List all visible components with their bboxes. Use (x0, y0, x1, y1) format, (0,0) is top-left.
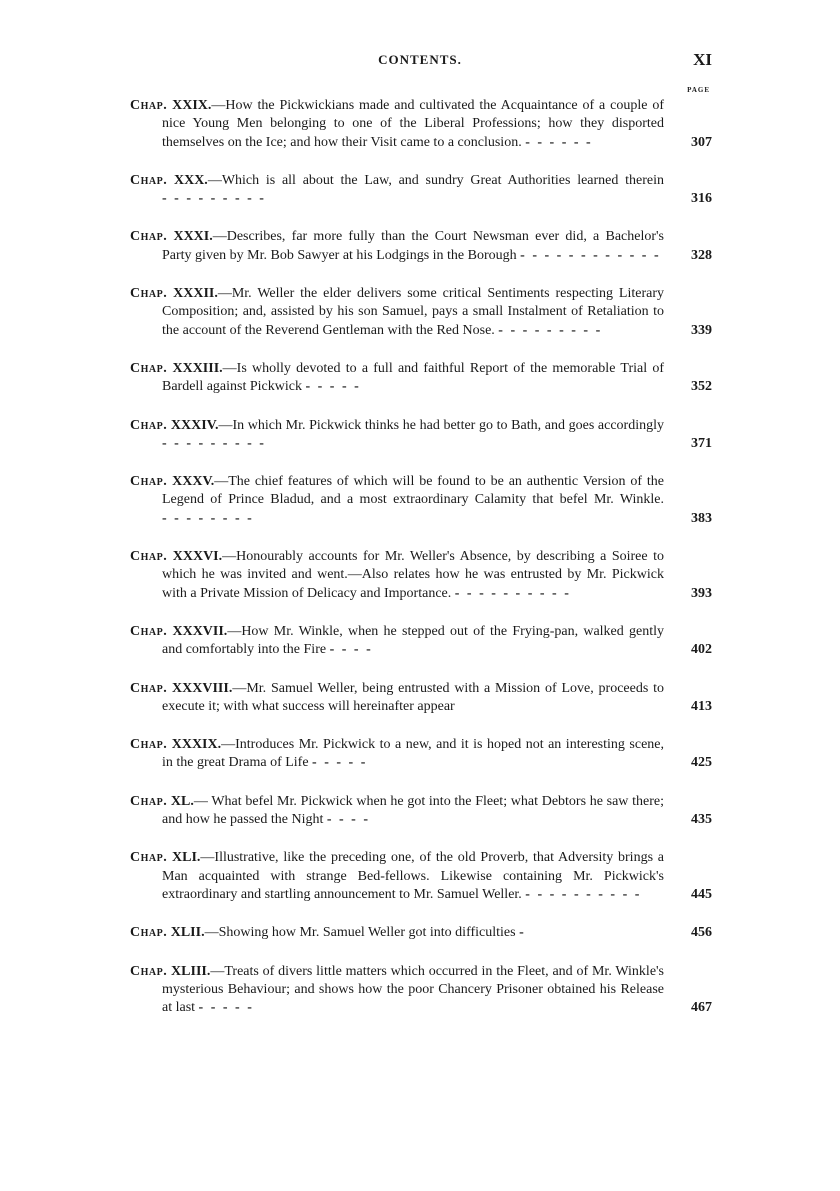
chapter-label: Chap. (130, 680, 168, 696)
chapter-label: Chap. (130, 98, 168, 113)
dot-leaders: - - - - - - - - - (162, 191, 266, 207)
chapter-description: —Is wholly devoted to a full and faithful Report of the memorable Trial of Bardell against Pickwick (162, 360, 665, 395)
chapter-number: XXXI. (173, 229, 213, 245)
chapter-number: XXXIV. (170, 417, 219, 433)
page-number: 393 (691, 585, 712, 601)
page-number: 316 (691, 191, 712, 207)
chapter-description: —Mr. Weller the elder delivers some critical Sentiments respecting Literary Composition; and, assisted by his son Samuel, pays a small Instalment of Retaliation to the account of the Reverend Gentleman with the Red Nose. (162, 286, 664, 338)
toc-entry (130, 736, 712, 773)
dot-leaders: - - - - - - - - (162, 510, 254, 526)
chapter-number: XXXVI. (172, 549, 223, 565)
page-number: 413 (691, 698, 712, 714)
dot-leaders: - - - - - - - - - (162, 435, 266, 451)
chapter-label: Chap. (130, 229, 168, 245)
dot-leaders: - - - - - (198, 1000, 254, 1016)
chapter-number: XXX. (173, 172, 208, 188)
dot-leaders: - - - - (326, 812, 371, 828)
chapter-description: —How the Pickwickians made and cultivated the Acquaintance of a couple of nice Young Men belonging to one of the Liberal Professions; how they disported themselves on the Ice; and how their Visit came to a conclusion. (162, 98, 665, 150)
chapter-description: —Showing how Mr. Samuel Weller got into difficulties (204, 925, 516, 941)
chapter-description: —Treats of divers little matters which occurred in the Fleet, and of Mr. Winkle's mysterious Behaviour; and shows how the poor Chancery Prisoner obtained his Release at last (162, 963, 664, 1016)
chapter-label: Chap. (130, 417, 168, 433)
toc-entry (130, 473, 712, 528)
dot-leaders: - - - - - (312, 755, 368, 771)
toc-entry (130, 360, 712, 397)
page-number: 456 (691, 925, 712, 941)
dot-leaders: - - - - - - - - - - (525, 886, 642, 902)
toc-entry (130, 228, 712, 265)
chapter-description: — What befel Mr. Pickwick when he got into the Fleet; what Debtors he saw there; and how he passed the Night (162, 793, 664, 828)
toc-entry (130, 548, 712, 603)
toc-entry (130, 849, 712, 904)
toc-entry (130, 963, 712, 1018)
chapter-label: Chap. (130, 360, 168, 376)
chapter-label: Chap. (130, 474, 168, 490)
chapter-label: Chap. (130, 623, 168, 639)
chapter-label: Chap. (130, 963, 168, 979)
page-number: 402 (691, 642, 712, 658)
chapter-number: XL. (170, 793, 194, 809)
toc-entry (130, 172, 712, 209)
page-number: 371 (691, 435, 712, 451)
page-number: 352 (691, 379, 712, 395)
page-number: 383 (691, 510, 712, 526)
dot-leaders: - - - - - (305, 379, 361, 395)
dot-leaders: - - - - - - - - - - - - (520, 247, 661, 263)
toc-entry (130, 793, 712, 830)
toc-entry (130, 285, 712, 340)
chapter-description: —In which Mr. Pickwick thinks he had better go to Bath, and goes accordingly (218, 417, 665, 433)
dot-leaders: - - - - (329, 642, 373, 658)
chapter-number: XXXIII. (172, 360, 223, 376)
chapter-label: Chap. (130, 172, 168, 188)
page-number: 435 (691, 812, 712, 828)
page-number: 425 (691, 755, 712, 771)
page-number: 328 (691, 247, 712, 263)
chapter-description: —Which is all about the Law, and sundry Great Authorities learned therein (207, 172, 664, 188)
toc-entry (130, 623, 712, 660)
dot-leaders: - (519, 925, 526, 941)
chapter-description: —Honourably accounts for Mr. Weller's Absence, by describing a Soiree to which he was invited and went.—Also relates how he was entrusted by Mr. Pickwick with a Private Mission of Delicacy and Importance. (162, 549, 665, 601)
page-number: 307 (691, 134, 712, 150)
chapter-description: —Illustrative, like the preceding one, of the old Proverb, that Adversity brings a Man acquainted with strange Bed-fellows. Likewise containing Mr. Pickwick's extraordinary and startling announcement to Mr. Samuel Weller. (162, 850, 665, 902)
page-column-label: PAGE (687, 86, 710, 94)
page-header (0, 52, 840, 76)
chapter-number: XXXII. (173, 286, 218, 302)
toc-entry (130, 97, 712, 152)
chapter-description: —The chief features of which will be found to be an authentic Version of the Legend of Prince Bladud, and a most extraordinary Calamity that befel Mr. Winkle. (162, 474, 665, 508)
chapter-label: Chap. (130, 549, 168, 565)
chapter-description: —Mr. Samuel Weller, being entrusted with a Mission of Love, proceeds to execute it; with what success will hereinafter appear (162, 680, 665, 714)
chapter-description: —Introduces Mr. Pickwick to a new, and it is hoped not an interesting scene, in the great Drama of Life (162, 737, 664, 771)
page-number: 445 (691, 886, 712, 902)
chapter-number: XXXIX. (171, 737, 222, 753)
toc-entry (130, 924, 712, 942)
chapter-label: Chap. (130, 793, 168, 809)
chapter-label: Chap. (130, 286, 168, 302)
dot-leaders: - - - - - - - - - - (454, 585, 571, 601)
dot-leaders: - - - - - - (525, 134, 593, 150)
toc-entry (130, 417, 712, 454)
chapter-label: Chap. (130, 737, 168, 753)
table-of-contents (130, 97, 712, 1037)
chapter-number: XLIII. (171, 963, 211, 979)
page-number: 339 (691, 322, 712, 338)
chapter-number: XXXVII. (172, 623, 228, 639)
chapter-number: XLI. (172, 850, 201, 866)
chapter-label: Chap. (130, 850, 168, 866)
chapter-label: Chap. (130, 925, 168, 941)
page-folio: XI (693, 50, 712, 69)
chapter-number: XXXVIII. (172, 680, 233, 696)
toc-entry (130, 680, 712, 717)
chapter-number: XXIX. (172, 98, 212, 113)
page-title: CONTENTS. (378, 52, 462, 67)
chapter-description: —How Mr. Winkle, when he stepped out of the Frying-pan, walked gently and comfortably into the Fire (162, 623, 665, 658)
page-number: 467 (691, 1000, 712, 1016)
chapter-number: XLII. (170, 925, 205, 941)
dot-leaders: - - - - - - - - - (498, 322, 603, 338)
chapter-description: —Describes, far more fully than the Court Newsman ever did, a Bachelor's Party given by Mr. Bob Sawyer at his Lodgings in the Borough (162, 229, 664, 263)
chapter-number: XXXV. (172, 474, 215, 490)
